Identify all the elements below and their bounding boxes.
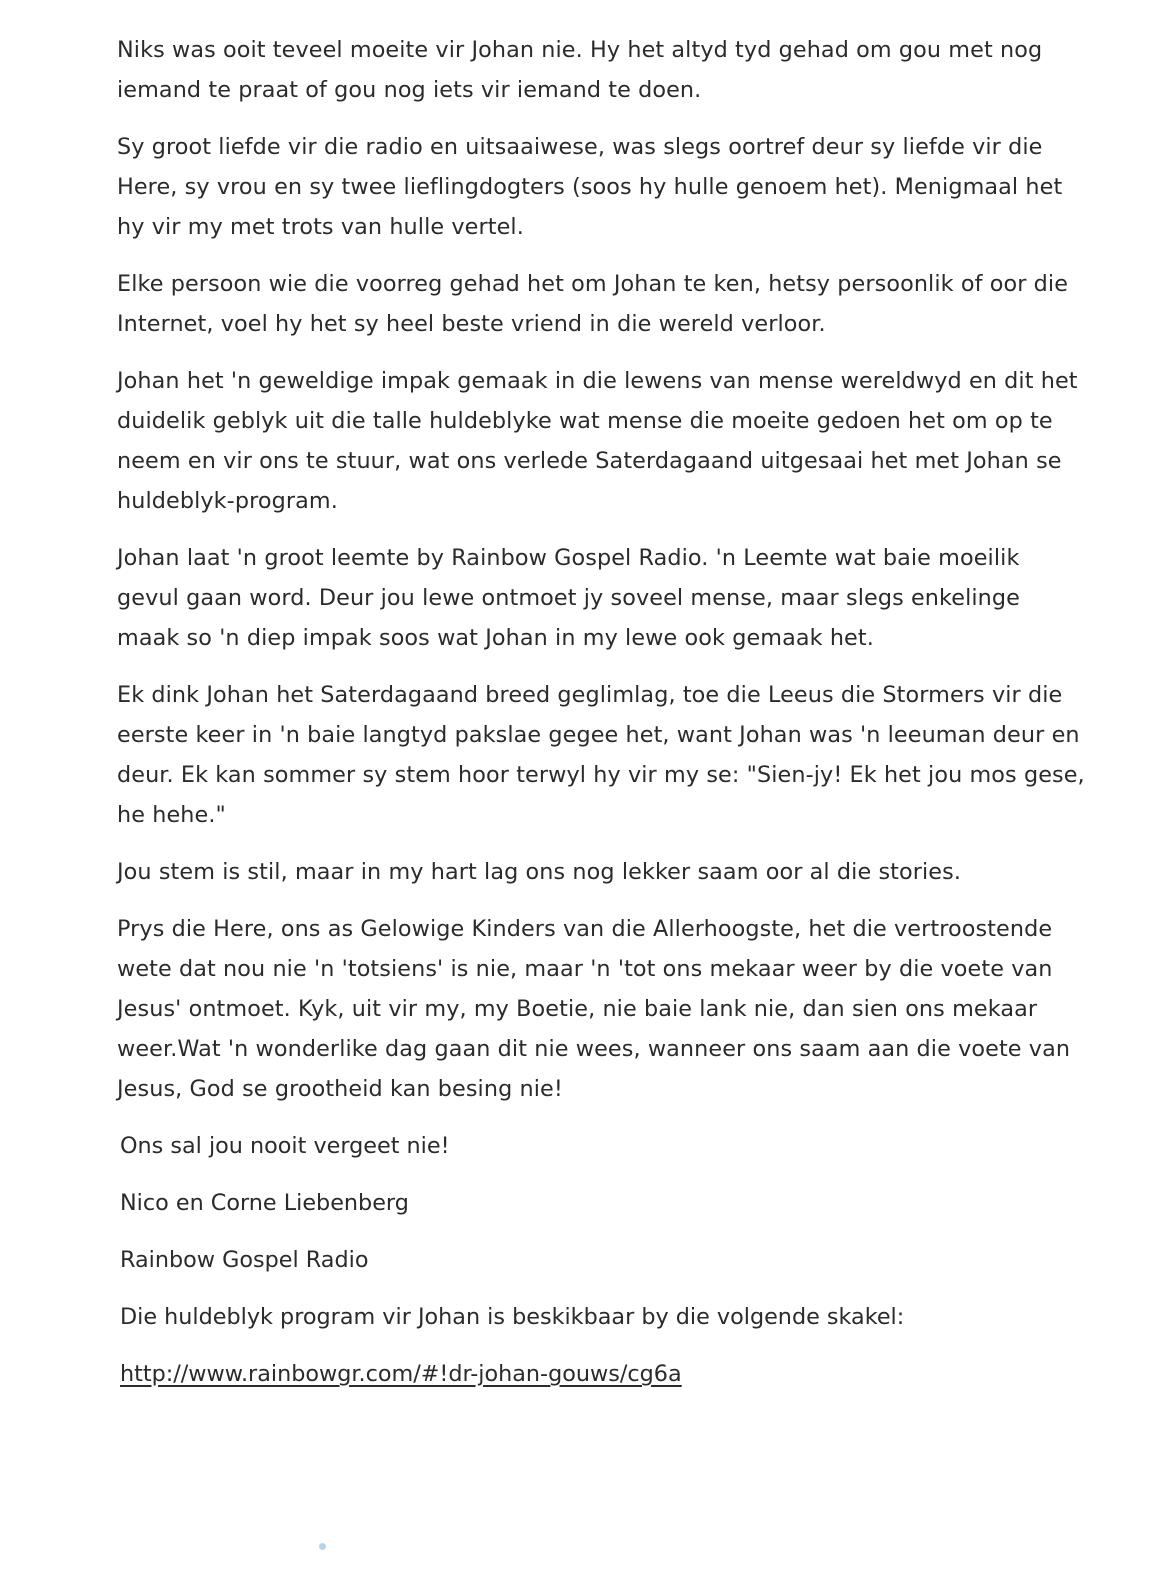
text-line: Jou stem is stil, maar in my hart lag ons nog lekker saam oor al die stories. [117,859,962,885]
text-line: huldeblyk-program. [117,488,338,514]
text-line: gevul gaan word. Deur jou lewe ontmoet jy soveel mense, maar slegs enkelinge [117,585,1020,611]
text-line: maak so 'n diep impak soos wat Johan in my lewe ook gemaak het. [117,625,874,651]
paragraph-7 [117,852,1082,892]
text-line: neem en vir ons te stuur, wat ons verlede Saterdagaand uitgesaai het met Johan se [117,448,1062,474]
text-line: wete dat nou nie 'n 'totsiens' is nie, maar 'n 'tot ons mekaar weer by die voete van [117,956,1053,982]
text-line: Sy groot liefde vir die radio en uitsaaiwese, was slegs oortref deur sy liefde vir die [117,134,1043,160]
text-line: iemand te praat of gou nog iets vir iemand te doen. [117,77,702,103]
text-line: deur. Ek kan sommer sy stem hoor terwyl hy vir my se: "Sien-jy! Ek het jou mos gese, [117,762,1085,788]
tribute-program-link[interactable]: http://www.rainbowgr.com/#!dr-johan-gouws/cg6a [120,1361,682,1387]
text-line: Niks was ooit teveel moeite vir Johan nie. Hy het altyd tyd gehad om gou met nog [117,37,1043,63]
scan-speck [319,1543,326,1550]
link-intro: Die huldeblyk program vir Johan is beskikbaar by die volgende skakel: [120,1304,905,1330]
text-line: Elke persoon wie die voorreg gehad het om Johan te ken, hetsy persoonlik of oor die [117,271,1069,297]
letter-body [117,30,1085,1394]
paragraph-8 [117,909,1082,1109]
paragraph-6 [117,675,1085,835]
text-line: he hehe." [117,802,226,828]
paragraph-3 [117,264,1082,344]
paragraph-5 [117,538,1082,658]
text-line: Jesus, God se grootheid kan besing nie! [117,1076,563,1102]
text-line: Internet, voel hy het sy heel beste vriend in die wereld verloor. [117,311,826,337]
text-line: Johan het 'n geweldige impak gemaak in die lewens van mense wereldwyd en dit het [117,368,1078,394]
signature-organization: Rainbow Gospel Radio [120,1247,369,1273]
signature-names: Nico en Corne Liebenberg [120,1190,409,1216]
paragraph-4 [117,361,1082,521]
paragraph-1 [117,30,1082,110]
text-line: eerste keer in 'n baie langtyd pakslae gegee het, want Johan was 'n leeuman deur en [117,722,1080,748]
text-line: hy vir my met trots van hulle vertel. [117,214,524,240]
paragraph-2 [117,127,1082,247]
text-line: Johan laat 'n groot leemte by Rainbow Gospel Radio. 'n Leemte wat baie moeilik [117,545,1020,571]
closing-line: Ons sal jou nooit vergeet nie! [120,1133,450,1159]
text-line: Ek dink Johan het Saterdagaand breed geglimlag, toe die Leeus die Stormers vir die [117,682,1063,708]
text-line: weer.Wat 'n wonderlike dag gaan dit nie wees, wanneer ons saam aan die voete van [117,1036,1071,1062]
text-line: Here, sy vrou en sy twee lieflingdogters (soos hy hulle genoem het). Menigmaal het [117,174,1063,200]
text-line: duidelik geblyk uit die talle huldeblyke wat mense die moeite gedoen het om op te [117,408,1053,434]
text-line: Prys die Here, ons as Gelowige Kinders van die Allerhoogste, het die vertroostende [117,916,1053,942]
text-line: Jesus' ontmoet. Kyk, uit vir my, my Boetie, nie baie lank nie, dan sien ons mekaar [117,996,1038,1022]
